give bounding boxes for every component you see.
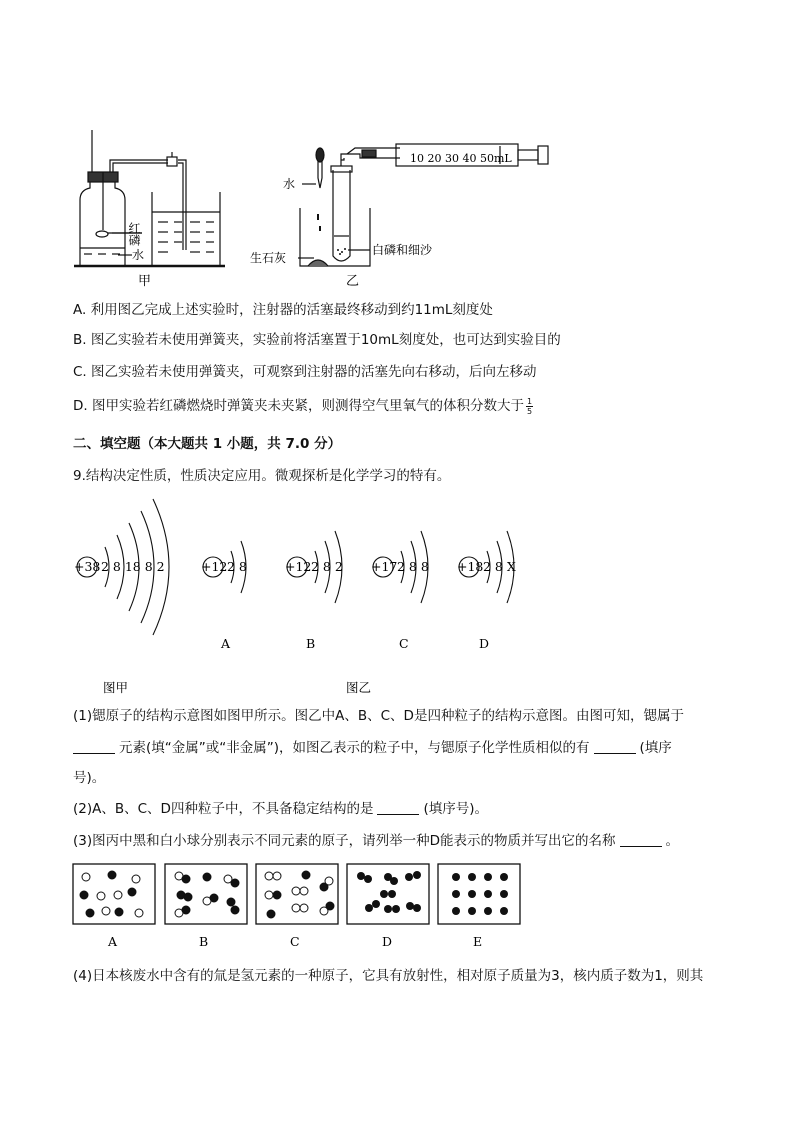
option-d-text: D. 图甲实验若红磷燃烧时弹簧夹未夹紧，则测得空气里氧气的体积分数大于 xyxy=(73,398,524,414)
question-3-tail: 。 xyxy=(665,833,680,849)
figure-yi-caption: 图乙 xyxy=(346,680,372,695)
atom-a-label: A xyxy=(221,636,231,651)
figure-yi-label: 乙 xyxy=(346,274,360,289)
atom-c-nucleus: +17 xyxy=(371,559,398,574)
atom-b-label: B xyxy=(306,636,316,651)
atom-a-nucleus: +12 xyxy=(201,559,228,574)
water-label-yi: 水 xyxy=(283,177,296,191)
particle-boxes-figure xyxy=(72,862,532,952)
white-phosphorus-label: 白磷和细沙 xyxy=(372,243,433,257)
box-a-label: A xyxy=(108,934,118,949)
answer-blank-4[interactable] xyxy=(620,832,662,847)
atom-b-shells: 2 8 2 xyxy=(311,559,343,574)
question-9-intro: 9.结构决定性质，性质决定应用。微观探析是化学学习的特有。 xyxy=(73,468,451,484)
atom-d-label: D xyxy=(479,636,490,651)
option-b: B. 图乙实验若未使用弹簧夹，实验前将活塞置于10mL刻度处，也可达到实验目的 xyxy=(73,332,561,348)
red-phosphorus-label: 红磷 xyxy=(127,222,141,246)
question-2-tail: (填序号)。 xyxy=(423,801,488,817)
atom-b-nucleus: +12 xyxy=(285,559,312,574)
atom-c-label: C xyxy=(399,636,409,651)
box-e-label: E xyxy=(473,934,483,949)
question-1-line2-text: 元素(填“金属”或“非金属”)，如图乙表示的粒子中，与锶原子化学性质相似的有 xyxy=(119,740,590,756)
question-1-line2 xyxy=(73,738,672,758)
section-heading: 二、填空题（本大题共 1 小题，共 7.0 分） xyxy=(73,436,342,452)
syringe-scale: 10 20 30 40 50mL xyxy=(410,152,512,165)
question-1-line2-tail: (填序 xyxy=(639,740,672,756)
box-c-label: C xyxy=(290,934,300,949)
water-label-jia: 水 xyxy=(132,248,145,262)
question-1-line3: 号)。 xyxy=(73,770,106,786)
fraction-denominator: 5 xyxy=(526,406,533,416)
one-fifth-fraction xyxy=(526,397,533,416)
question-3-text: (3)图丙中黑和白小球分别表示不同元素的原子，请列举一种D能表示的物质并写出它的名称 xyxy=(73,833,616,849)
figure-jia-caption: 图甲 xyxy=(103,680,129,695)
figure-jia-label: 甲 xyxy=(138,274,152,289)
atom-d-nucleus: +18 xyxy=(457,559,484,574)
option-c: C. 图乙实验若未使用弹簧夹，可观察到注射器的活塞先向右移动，后向左移动 xyxy=(73,364,537,380)
atom-a-shells: 2 8 xyxy=(227,559,247,574)
fraction-numerator: 1 xyxy=(526,396,533,406)
answer-blank-3[interactable] xyxy=(377,800,419,815)
question-3 xyxy=(73,831,679,851)
answer-blank-1[interactable] xyxy=(73,739,115,754)
atom-c-shells: 2 8 8 xyxy=(397,559,429,574)
option-d xyxy=(73,396,533,416)
sr-shells: 2 8 18 8 2 xyxy=(101,559,165,574)
box-b-label: B xyxy=(199,934,209,949)
question-2-text: (2)A、B、C、D四种粒子中，不具备稳定结构的是 xyxy=(73,801,374,817)
question-1-line1: (1)锶原子的结构示意图如图甲所示。图乙中A、B、C、D是四种粒子的结构示意图。由图可知，锶属于 xyxy=(73,708,684,724)
question-2 xyxy=(73,799,488,819)
question-4: (4)日本核废水中含有的氚是氢元素的一种原子，它具有放射性，相对原子质量为3，核内质子数为1，则其 xyxy=(73,968,704,984)
option-a: A. 利用图乙完成上述实验时，注射器的活塞最终移动到约11mL刻度处 xyxy=(73,302,493,318)
apparatus-figure xyxy=(70,130,560,290)
atom-d-shells: 2 8 X xyxy=(483,559,516,574)
answer-blank-2[interactable] xyxy=(594,739,636,754)
sr-nucleus: +38 xyxy=(74,559,101,574)
atom-structure-figure xyxy=(65,495,545,705)
box-d-label: D xyxy=(382,934,393,949)
quicklime-label: 生石灰 xyxy=(250,251,287,265)
